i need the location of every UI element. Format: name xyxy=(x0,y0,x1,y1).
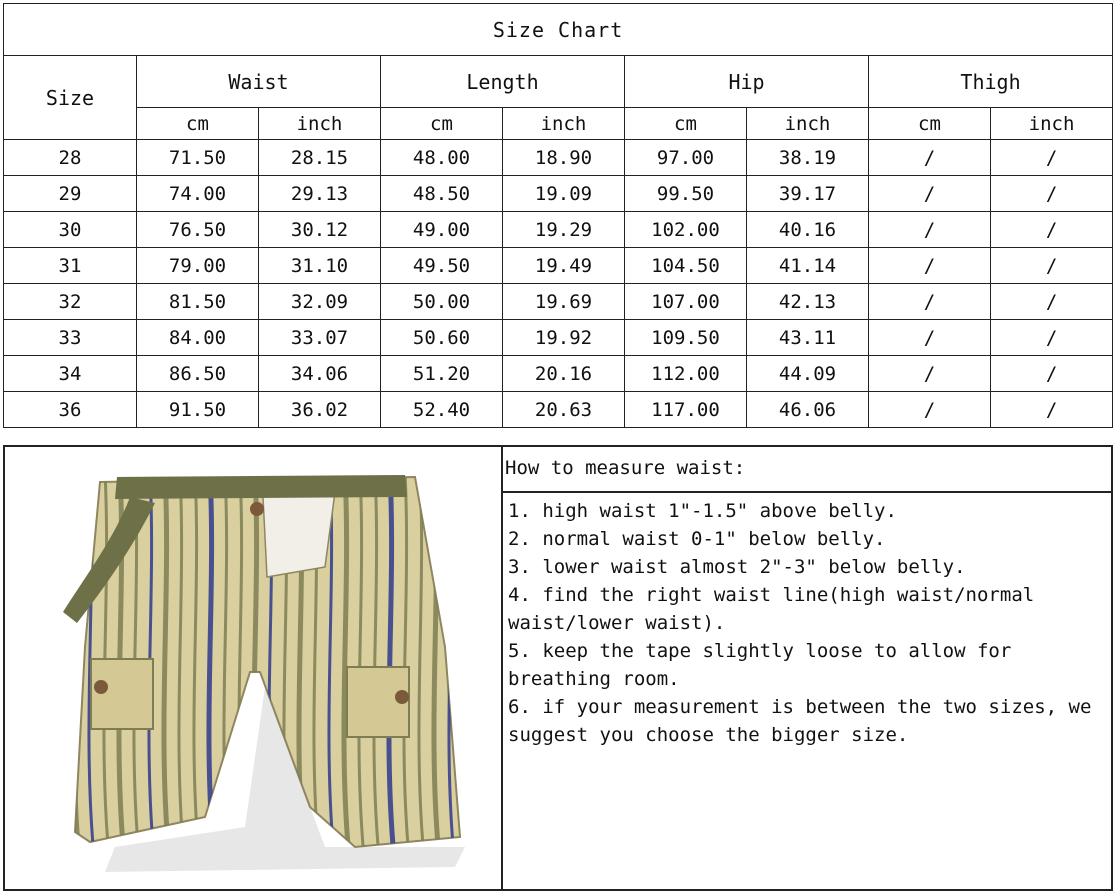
thigh-inch-cell: / xyxy=(991,392,1113,428)
hip-inch-cell: 42.13 xyxy=(747,284,869,320)
length-cm-cell: 51.20 xyxy=(381,356,503,392)
guide-item: 3. lower waist almost 2"-3" below belly. xyxy=(508,556,966,578)
waist-cm-cell: 79.00 xyxy=(137,248,259,284)
size-chart-table xyxy=(3,3,1113,428)
size-row xyxy=(4,392,1113,428)
size-row xyxy=(4,356,1113,392)
waist-inch-cell: 34.06 xyxy=(259,356,381,392)
length-header: Length xyxy=(381,56,625,108)
hip-cm-cell: 104.50 xyxy=(625,248,747,284)
waist-inch-cell: 31.10 xyxy=(259,248,381,284)
size-column-header: Size xyxy=(4,56,137,140)
size-cell: 30 xyxy=(4,212,137,248)
cargo-shorts-illustration xyxy=(5,447,501,889)
length-inch-cell: 20.16 xyxy=(503,356,625,392)
hip-cm-cell: 107.00 xyxy=(625,284,747,320)
thigh-inch-header: inch xyxy=(991,108,1113,140)
hip-inch-header: inch xyxy=(747,108,869,140)
guide-title: How to measure waist: xyxy=(505,457,746,479)
hip-inch-cell: 46.06 xyxy=(747,392,869,428)
waist-cm-header: cm xyxy=(137,108,259,140)
waist-inch-cell: 36.02 xyxy=(259,392,381,428)
thigh-cm-cell: / xyxy=(869,392,991,428)
length-inch-cell: 19.92 xyxy=(503,320,625,356)
pocket-button-left xyxy=(94,680,108,694)
size-cell: 31 xyxy=(4,248,137,284)
hip-inch-cell: 44.09 xyxy=(747,356,869,392)
thigh-inch-cell: / xyxy=(991,248,1113,284)
guide-item: 6. if your measurement is between the two sizes, we suggest you choose the bigger size. xyxy=(508,696,1092,746)
thigh-cm-cell: / xyxy=(869,320,991,356)
belt xyxy=(115,475,407,499)
length-cm-header: cm xyxy=(381,108,503,140)
thigh-header: Thigh xyxy=(869,56,1113,108)
length-cm-cell: 50.60 xyxy=(381,320,503,356)
length-cm-cell: 50.00 xyxy=(381,284,503,320)
waist-cm-cell: 74.00 xyxy=(137,176,259,212)
thigh-inch-cell: / xyxy=(991,212,1113,248)
size-row xyxy=(4,176,1113,212)
hip-inch-cell: 43.11 xyxy=(747,320,869,356)
waist-button xyxy=(250,502,264,516)
guide-divider xyxy=(503,491,1113,493)
length-inch-cell: 19.09 xyxy=(503,176,625,212)
waist-cm-cell: 91.50 xyxy=(137,392,259,428)
waist-inch-cell: 33.07 xyxy=(259,320,381,356)
thigh-cm-cell: / xyxy=(869,248,991,284)
size-cell: 36 xyxy=(4,392,137,428)
length-cm-cell: 49.50 xyxy=(381,248,503,284)
hip-header: Hip xyxy=(625,56,869,108)
waist-header: Waist xyxy=(137,56,381,108)
pocket-button-right xyxy=(395,690,409,704)
size-cell: 29 xyxy=(4,176,137,212)
size-cell: 34 xyxy=(4,356,137,392)
thigh-inch-cell: / xyxy=(991,176,1113,212)
thigh-cm-cell: / xyxy=(869,212,991,248)
size-row xyxy=(4,320,1113,356)
thigh-cm-cell: / xyxy=(869,176,991,212)
thigh-inch-cell: / xyxy=(991,140,1113,176)
waist-inch-cell: 32.09 xyxy=(259,284,381,320)
length-inch-cell: 19.29 xyxy=(503,212,625,248)
cargo-shorts-image xyxy=(5,447,503,889)
guide-item: 4. find the right waist line(high waist/normal waist/lower waist). xyxy=(508,584,1035,634)
size-cell: 33 xyxy=(4,320,137,356)
hip-inch-cell: 40.16 xyxy=(747,212,869,248)
waist-cm-cell: 84.00 xyxy=(137,320,259,356)
hip-inch-cell: 38.19 xyxy=(747,140,869,176)
thigh-cm-cell: / xyxy=(869,284,991,320)
left-cargo-pocket xyxy=(91,659,153,729)
size-row xyxy=(4,284,1113,320)
length-inch-header: inch xyxy=(503,108,625,140)
length-cm-cell: 48.50 xyxy=(381,176,503,212)
length-cm-cell: 52.40 xyxy=(381,392,503,428)
waist-cm-cell: 81.50 xyxy=(137,284,259,320)
guide-item: 5. keep the tape slightly loose to allow for breathing room. xyxy=(508,640,1012,690)
waist-cm-cell: 76.50 xyxy=(137,212,259,248)
waist-inch-header: inch xyxy=(259,108,381,140)
waist-inch-cell: 29.13 xyxy=(259,176,381,212)
guide-list xyxy=(508,497,1103,749)
length-inch-cell: 18.90 xyxy=(503,140,625,176)
hip-cm-cell: 102.00 xyxy=(625,212,747,248)
hip-cm-cell: 109.50 xyxy=(625,320,747,356)
thigh-cm-cell: / xyxy=(869,140,991,176)
size-row xyxy=(4,212,1113,248)
hip-cm-header: cm xyxy=(625,108,747,140)
size-cell: 28 xyxy=(4,140,137,176)
guide-item: 1. high waist 1"-1.5" above belly. xyxy=(508,500,897,522)
hip-inch-cell: 41.14 xyxy=(747,248,869,284)
hip-cm-cell: 112.00 xyxy=(625,356,747,392)
chart-title: Size Chart xyxy=(4,4,1113,56)
length-inch-cell: 19.49 xyxy=(503,248,625,284)
guide-item: 2. normal waist 0-1" below belly. xyxy=(508,528,886,550)
thigh-cm-cell: / xyxy=(869,356,991,392)
hip-cm-cell: 117.00 xyxy=(625,392,747,428)
thigh-inch-cell: / xyxy=(991,320,1113,356)
waist-cm-cell: 86.50 xyxy=(137,356,259,392)
size-row xyxy=(4,140,1113,176)
size-row xyxy=(4,248,1113,284)
measure-guide-panel xyxy=(3,445,1113,891)
length-inch-cell: 20.63 xyxy=(503,392,625,428)
size-cell: 32 xyxy=(4,284,137,320)
length-inch-cell: 19.69 xyxy=(503,284,625,320)
length-cm-cell: 49.00 xyxy=(381,212,503,248)
thigh-inch-cell: / xyxy=(991,356,1113,392)
length-cm-cell: 48.00 xyxy=(381,140,503,176)
waist-inch-cell: 30.12 xyxy=(259,212,381,248)
hip-inch-cell: 39.17 xyxy=(747,176,869,212)
thigh-inch-cell: / xyxy=(991,284,1113,320)
waist-cm-cell: 71.50 xyxy=(137,140,259,176)
thigh-cm-header: cm xyxy=(869,108,991,140)
hip-cm-cell: 97.00 xyxy=(625,140,747,176)
hip-cm-cell: 99.50 xyxy=(625,176,747,212)
waist-inch-cell: 28.15 xyxy=(259,140,381,176)
